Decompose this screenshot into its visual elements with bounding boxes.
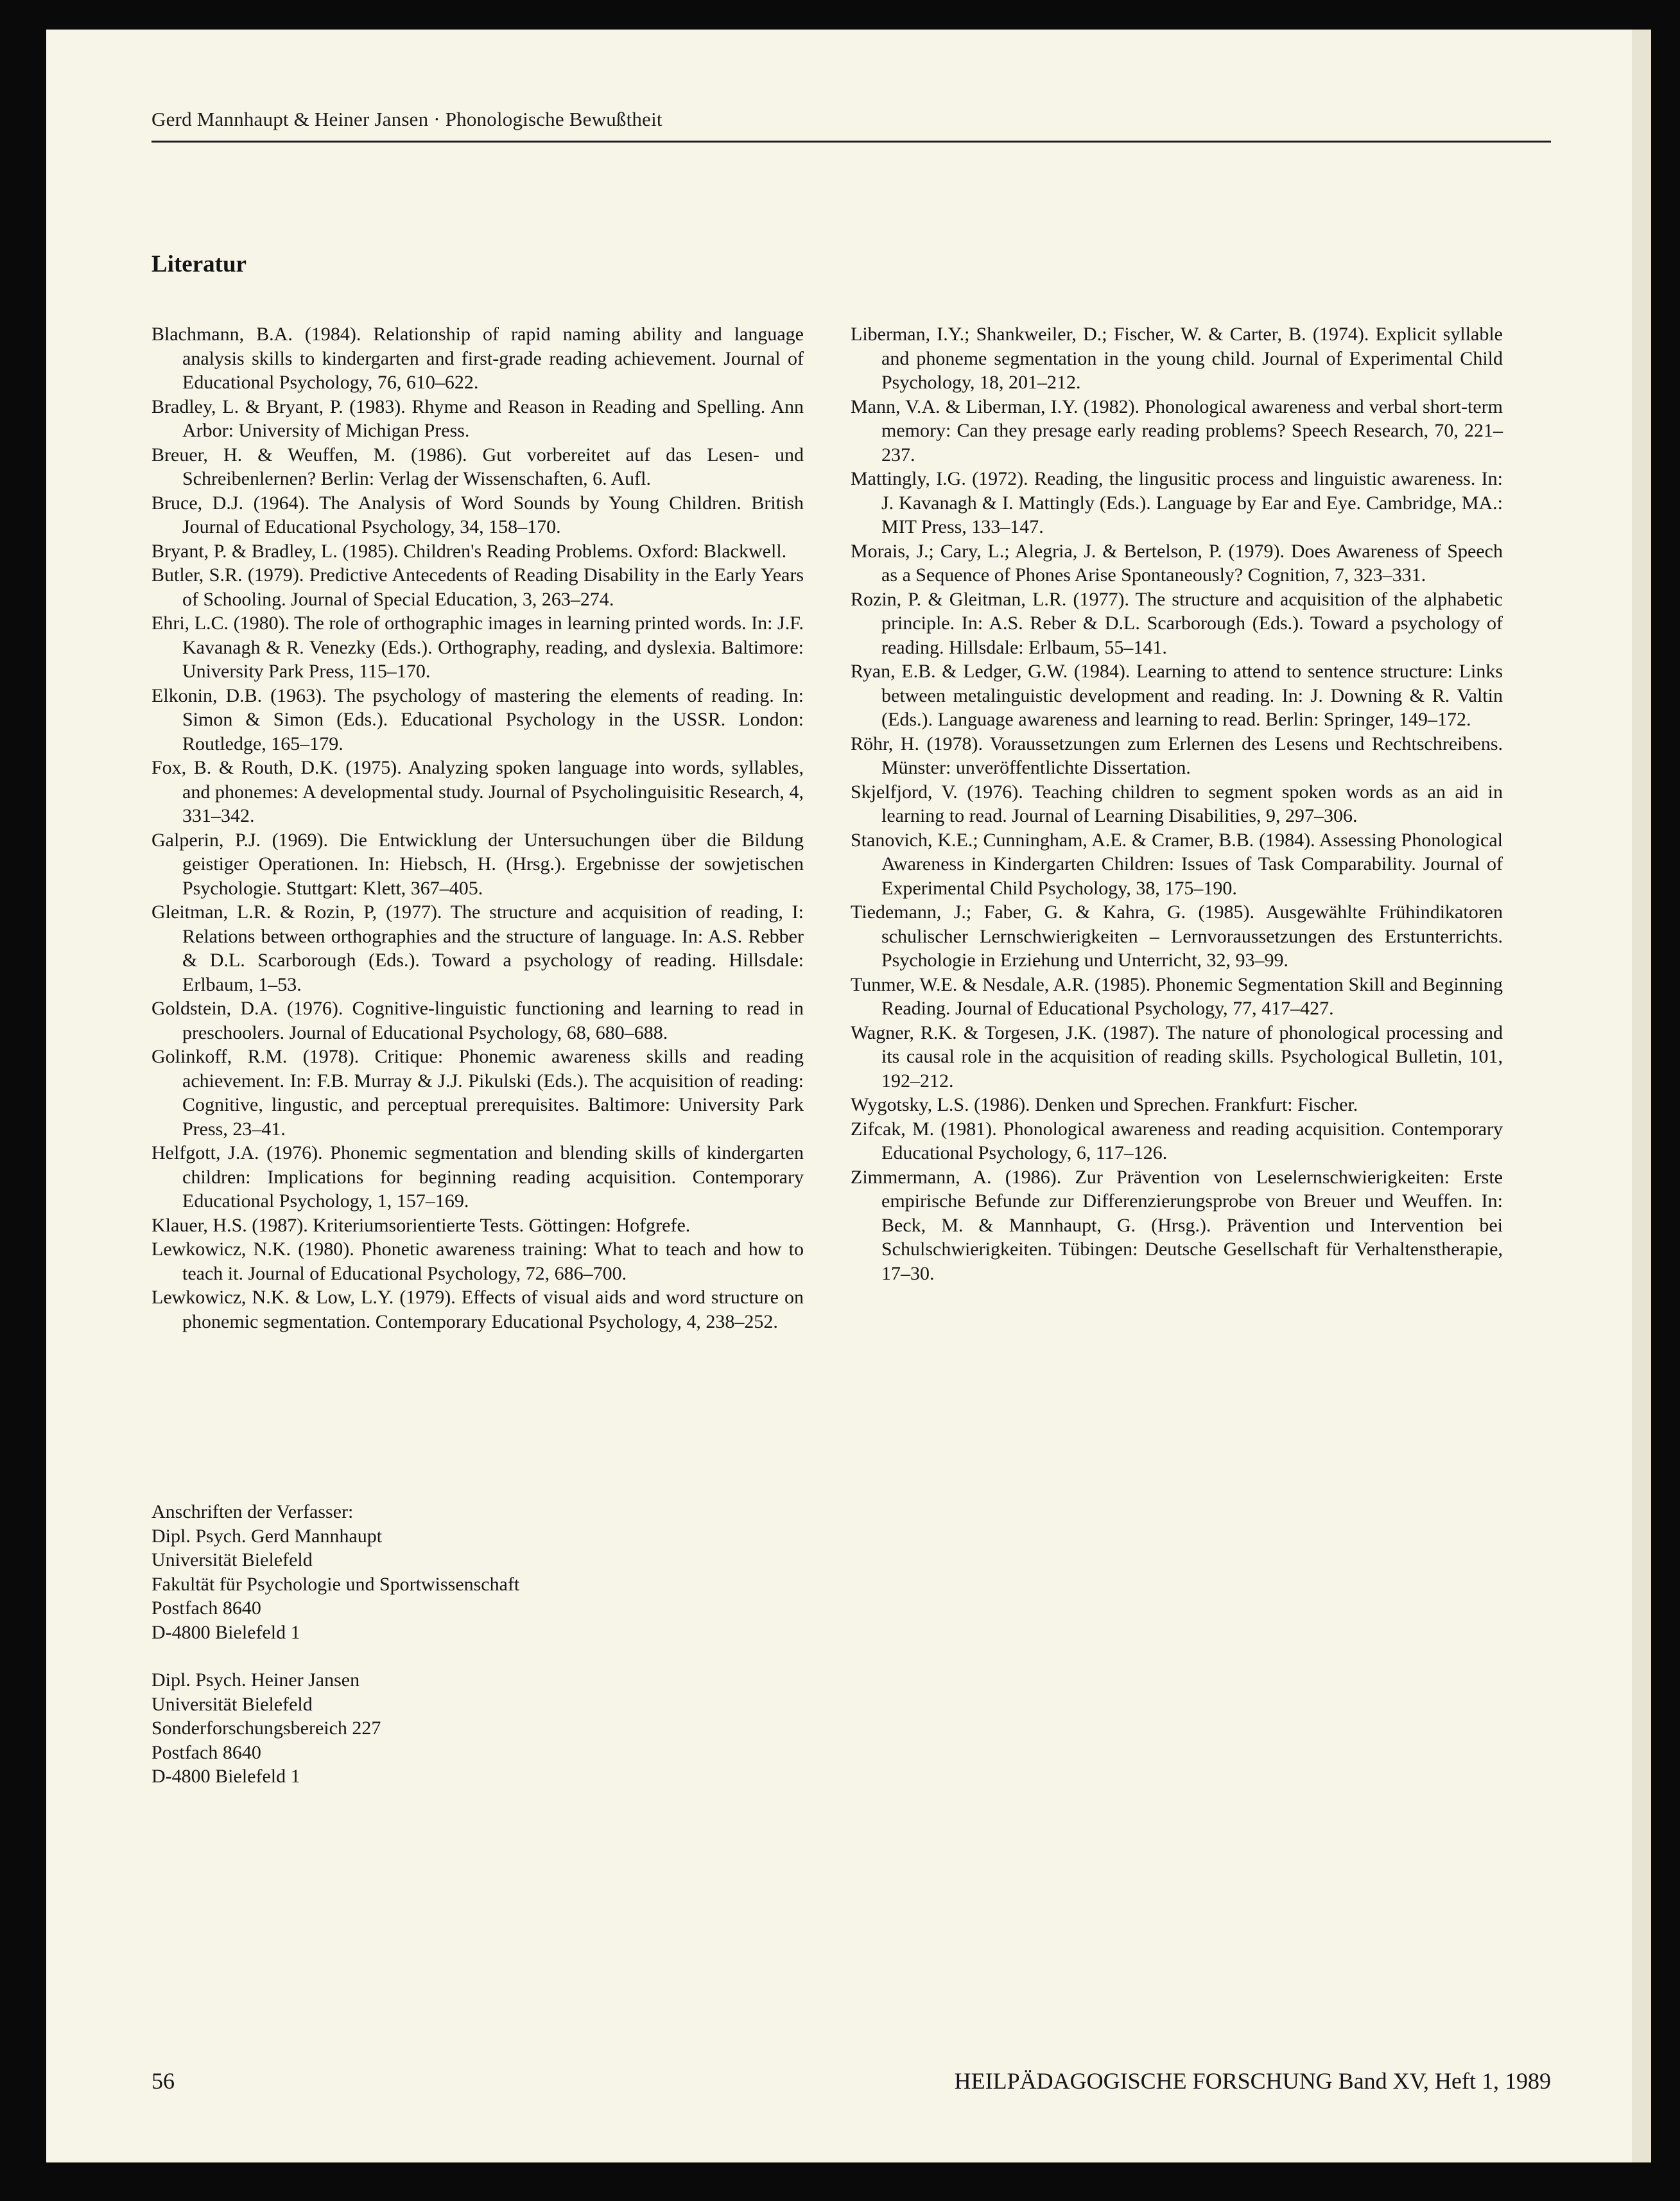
reference-entry: Mann, V.A. & Liberman, I.Y. (1982). Phonological awareness and verbal short-term memory: Can they presage early reading problems? Speech Research, 70, 221–237. xyxy=(851,396,1503,465)
reference-entry: Stanovich, K.E.; Cunningham, A.E. & Cramer, B.B. (1984). Assessing Phonological Awareness in Kindergarten Children: Issues of Task Comparability. Journal of Experimental Child Psychology, 38, 175–190. xyxy=(851,829,1503,899)
address-heading: Anschriften der Verfasser: xyxy=(152,1501,354,1522)
reference-entry: Zifcak, M. (1981). Phonological awareness and reading acquisition. Contemporary Educational Psychology, 6, 117–126. xyxy=(851,1118,1503,1163)
reference-entry: Morais, J.; Cary, L.; Alegria, J. & Bertelson, P. (1979). Does Awareness of Speech as a Sequence of Phones Arise Spontaneously? Cognition, 7, 323–331. xyxy=(851,540,1503,586)
author-address-2 xyxy=(152,1668,858,1789)
reference-entry: Blachmann, B.A. (1984). Relationship of rapid naming ability and language analysis skills to kindergarten and first-grade reading achievement. Journal of Educational Psychology, 76, 610–622. xyxy=(152,324,804,393)
reference-entry: Wagner, R.K. & Torgesen, J.K. (1987). The nature of phonological processing and its causal role in the acquisition of reading skills. Psychological Bulletin, 101, 192–212. xyxy=(851,1022,1503,1092)
address-line: Postfach 8640 xyxy=(152,1597,261,1619)
page-edge xyxy=(1632,30,1651,2162)
running-head: Gerd Mannhaupt & Heiner Jansen · Phonologische Bewußtheit xyxy=(152,108,662,130)
address-line: Sonderforschungsbereich 227 xyxy=(152,1718,381,1739)
reference-entry: Tiedemann, J.; Faber, G. & Kahra, G. (1985). Ausgewählte Frühindikatoren schulischer Lernschwierigkeiten – Lernvoraussetzungen des Erstunterrichts. Psychologie in Erziehung und Unterricht, 32, 93–99. xyxy=(851,901,1503,971)
reference-entry: Bryant, P. & Bradley, L. (1985). Children's Reading Problems. Oxford: Blackwell. xyxy=(152,540,787,562)
reference-entry: Tunmer, W.E. & Nesdale, A.R. (1985). Phonemic Segmentation Skill and Beginning Reading. Journal of Educational Psychology, 77, 417–427. xyxy=(851,973,1503,1019)
reference-entry: Lewkowicz, N.K. & Low, L.Y. (1979). Effects of visual aids and word structure on phonemic segmentation. Contemporary Educational Psychology, 4, 238–252. xyxy=(152,1287,804,1332)
reference-entry: Breuer, H. & Weuffen, M. (1986). Gut vorbereitet auf das Lesen- und Schreibenlernen? Berlin: Verlag der Wissenschaften, 6. Aufl. xyxy=(152,444,804,489)
address-line: Dipl. Psych. Gerd Mannhaupt xyxy=(152,1525,383,1547)
section-title: Literatur xyxy=(152,251,247,277)
reference-entry: Helfgott, J.A. (1976). Phonemic segmentation and blending skills of kindergarten children: Implications for beginning reading acquisition. Contemporary Educational Psychology, 1, 157–169. xyxy=(152,1142,804,1212)
reference-entry: Liberman, I.Y.; Shankweiler, D.; Fischer, W. & Carter, B. (1974). Explicit syllable and phoneme segmentation in the young child. Journal of Experimental Child Psychology, 18, 201–212. xyxy=(851,324,1503,393)
page-number: 56 xyxy=(152,2068,175,2094)
reference-entry: Ryan, E.B. & Ledger, G.W. (1984). Learning to attend to sentence structure: Links between metalinguistic development and reading. In: J. Downing & R. Valtin (Eds.). Language awareness and learning to read. Berlin: Springer, 149–172. xyxy=(851,661,1503,730)
address-line: Universität Bielefeld xyxy=(152,1693,313,1715)
reference-entry: Ehri, L.C. (1980). The role of orthographic images in learning printed words. In: J.F. Kavanagh & R. Venezky (Eds.). Orthography, reading, and dyslexia. Baltimore: University Park Press, 115–170. xyxy=(152,613,804,682)
address-line: Fakultät für Psychologie und Sportwissenschaft xyxy=(152,1573,520,1595)
reference-entry: Skjelfjord, V. (1976). Teaching children to segment spoken words as an aid in learning to read. Journal of Learning Disabilities, 9, 297–306. xyxy=(851,781,1503,826)
references-right-column xyxy=(851,322,1503,1285)
reference-entry: Mattingly, I.G. (1972). Reading, the lingusitic process and linguistic awareness. In: J. Kavanagh & I. Mattingly (Eds.). Language by Ear and Eye. Cambridge, MA.: MIT Press, 133–147. xyxy=(851,468,1503,537)
references-left-column xyxy=(152,322,804,1334)
reference-entry: Bruce, D.J. (1964). The Analysis of Word Sounds by Young Children. British Journal of Educational Psychology, 34, 158–170. xyxy=(152,492,804,537)
reference-entry: Lewkowicz, N.K. (1980). Phonetic awareness training: What to teach and how to teach it. Journal of Educational Psychology, 72, 686–700. xyxy=(152,1239,804,1284)
address-line: Universität Bielefeld xyxy=(152,1549,313,1570)
reference-entry: Fox, B. & Routh, D.K. (1975). Analyzing spoken language into words, syllables, and phonemes: A developmental study. Journal of Psycholinguisitic Research, 4, 331–342. xyxy=(152,757,804,826)
reference-entry: Goldstein, D.A. (1976). Cognitive-linguistic functioning and learning to read in preschoolers. Journal of Educational Psychology, 68, 680–688. xyxy=(152,998,804,1043)
address-line: D-4800 Bielefeld 1 xyxy=(152,1621,300,1643)
reference-entry: Rozin, P. & Gleitman, L.R. (1977). The structure and acquisition of the alphabetic principle. In: A.S. Reber & D.L. Scarborough (Eds.). Toward a psychology of reading. Hillsdale: Erlbaum, 55–141. xyxy=(851,588,1503,658)
reference-entry: Wygotsky, L.S. (1986). Denken und Sprechen. Frankfurt: Fischer. xyxy=(851,1094,1358,1115)
journal-info: HEILPÄDAGOGISCHE FORSCHUNG Band XV, Heft 1, 1989 xyxy=(954,2068,1551,2094)
reference-entry: Elkonin, D.B. (1963). The psychology of mastering the elements of reading. In: Simon & Simon (Eds.). Educational Psychology in the USSR. London: Routledge, 165–179. xyxy=(152,684,804,754)
reference-entry: Röhr, H. (1978). Voraussetzungen zum Erlernen des Lesens und Rechtschreibens. Münster: unveröffentlichte Dissertation. xyxy=(851,733,1503,778)
reference-entry: Gleitman, L.R. & Rozin, P, (1977). The structure and acquisition of reading, I: Relations between orthographies and the structure of language. In: A.S. Rebber & D.L. Scarborough (Eds.). Toward a psychology of reading. Hillsdale: Erlbaum, 1–53. xyxy=(152,901,804,995)
address-line: Postfach 8640 xyxy=(152,1741,261,1763)
reference-entry: Klauer, H.S. (1987). Kriteriumsorientierte Tests. Göttingen: Hofgrefe. xyxy=(152,1214,691,1236)
reference-entry: Bradley, L. & Bryant, P. (1983). Rhyme and Reason in Reading and Spelling. Ann Arbor: University of Michigan Press. xyxy=(152,396,804,441)
address-line: Dipl. Psych. Heiner Jansen xyxy=(152,1669,360,1691)
reference-entry: Galperin, P.J. (1969). Die Entwicklung der Untersuchungen über die Bildung geistiger Operationen. In: Hiebsch, H. (Hrsg.). Ergebnisse der sowjetischen Psychologie. Stuttgart: Klett, 367–405. xyxy=(152,829,804,899)
reference-entry: Golinkoff, R.M. (1978). Critique: Phonemic awareness skills and reading achievement. In: F.B. Murray & J.J. Pikulski (Eds.). The acquisition of reading: Cognitive, lingustic, and perceptual prerequisites. Baltimore: University Park Press, 23–41. xyxy=(152,1046,804,1140)
reference-entry: Zimmermann, A. (1986). Zur Prävention von Leselernschwierigkeiten: Erste empirische Befunde zur Differenzierungsprobe von Breuer und Weuffen. In: Beck, M. & Mannhaupt, G. (Hrsg.). Prävention und Intervention bei Schulschwierigkeiten. Tübingen: Deutsche Gesellschaft für Verhaltenstherapie, 17–30. xyxy=(851,1166,1503,1284)
address-line: D-4800 Bielefeld 1 xyxy=(152,1766,300,1787)
header-rule xyxy=(152,141,1551,143)
reference-entry: Butler, S.R. (1979). Predictive Antecedents of Reading Disability in the Early Years of Schooling. Journal of Special Education, 3, 263–274. xyxy=(152,564,804,610)
author-address-1 xyxy=(152,1500,858,1644)
